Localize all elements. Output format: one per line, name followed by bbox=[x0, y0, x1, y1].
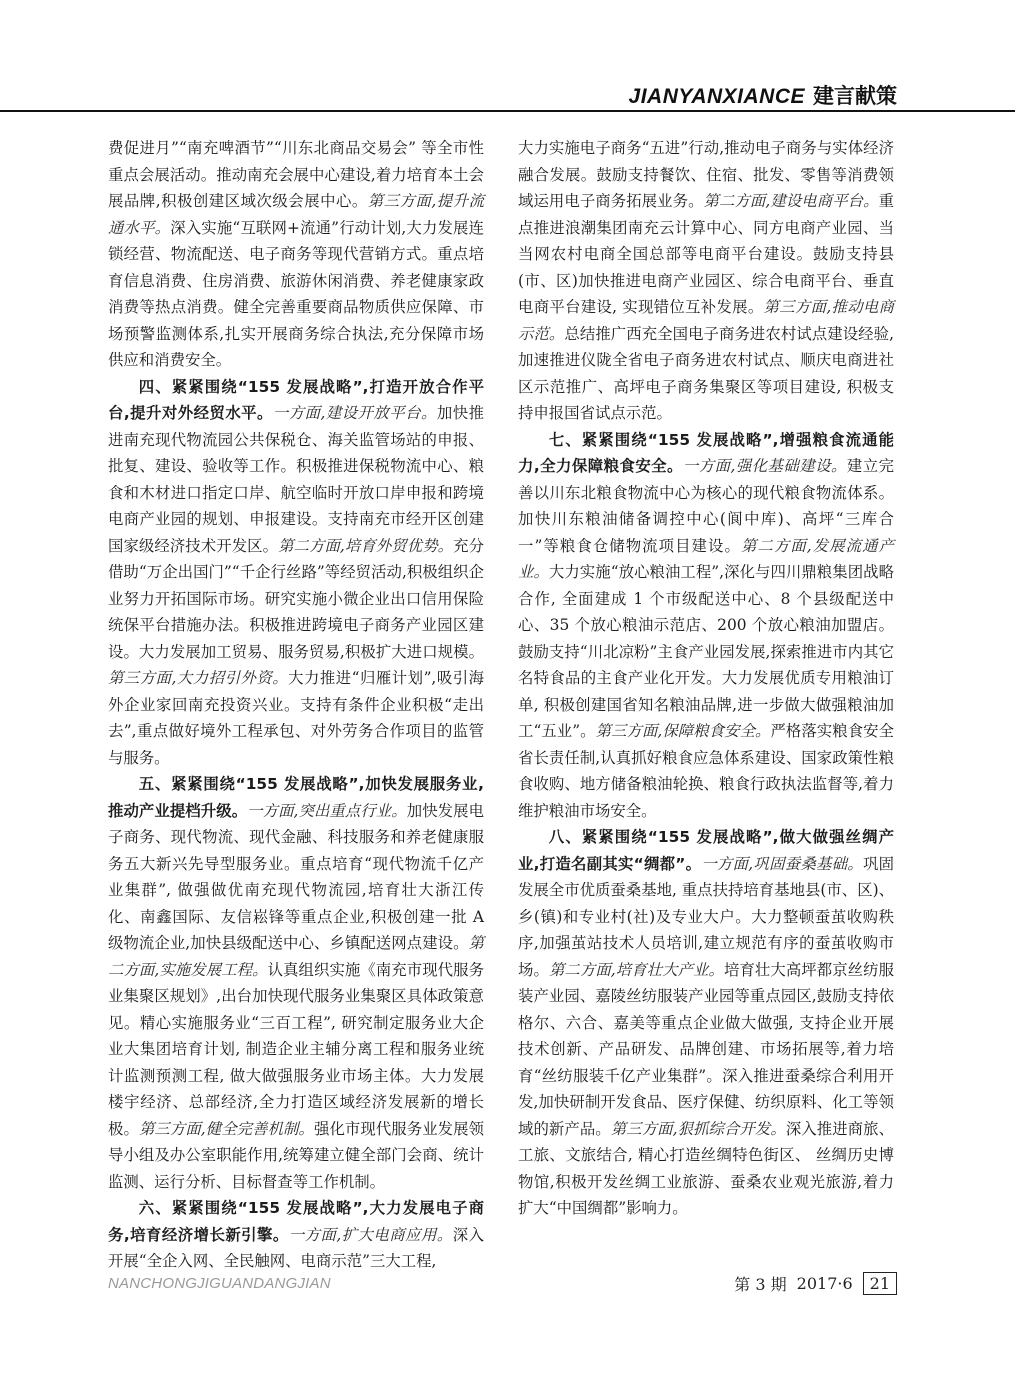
page-header bbox=[0, 0, 1015, 112]
emphasis-text: 一方面,扩大电商应用。 bbox=[288, 1225, 453, 1244]
emphasis-text: 第二方面,实施发展工程。 bbox=[108, 934, 484, 979]
emphasis-text: 一方面,突出重点行业。 bbox=[247, 801, 407, 820]
body-text: 总结推广西充全国电子商务进农村试点建设经验, 加速推进仪陇全省电子商务进农村试点、顺庆电商进社区示范推广、高坪电子商务集聚区等项目建设, 积极支持申报国省试点示范。 bbox=[518, 324, 894, 422]
body-text: 巩固发展全市优质蚕桑基地, 重点扶持培育基地县(市、区)、乡(镇)和专业村(社)及专业大户。大力整顿蚕茧收购秩序,加强茧站技术人员培训,建立规范有序的蚕茧收购市场。 bbox=[518, 854, 894, 979]
emphasis-text: 第二方面,发展流通产业。 bbox=[518, 536, 894, 581]
paragraph bbox=[108, 135, 484, 374]
body-text: 大力实施“放心粮油工程”,深化与四川鼎粮集团战略合作, 全面建成 1 个市级配送中心、8 个县级配送中心、35 个放心粮油示范店、200 个放心粮油加盟店。鼓励支持“川北凉粉”主食产业园发展,探索推进市内其它名特食品的主食产业化开发。大力发展优质专用粮油订单, 积极创建国省知名粮油品牌,进一步做大做强粮油加工“五业”。 bbox=[518, 563, 894, 740]
journal-name: NANCHONGJIGUANDANGJIAN bbox=[108, 1275, 331, 1292]
header-rule bbox=[0, 110, 1015, 112]
body-text: 深入开展“全企入网、全民触网、电商示范”三大工程, bbox=[108, 1225, 484, 1270]
emphasis-text: 第二方面,培育壮大产业。 bbox=[548, 960, 724, 979]
section-eight bbox=[518, 824, 894, 1222]
body-text: 培育壮大高坪都京丝纺服装产业园、嘉陵丝纺服装产业园等重点园区,鼓励支持依格尔、六合、嘉美等重点企业做大做强, 支持企业开展技术创新、产品研发、品牌创建、市场拓展等,着力培育“丝纺服装千亿产业集群”。深入推进蚕桑综合利用开发,加快研制开发食品、医疗保健、纺织原料、化工等领域的新产品。 bbox=[518, 960, 894, 1138]
section-heading: 五、紧紧围绕“155 发展战略”,加快发展服务业,推动产业提档升级。 bbox=[108, 775, 484, 820]
paragraph bbox=[518, 135, 894, 427]
emphasis-text: 第二方面,培育外贸优势。 bbox=[278, 536, 454, 555]
issue-number: 第 3 期 bbox=[734, 1275, 787, 1294]
body-text: 充分借助“万企出国门”“千企行丝路”等经贸活动,积极组织企业努力开拓国际市场。研究实施小微企业出口信用保险统保平台措施办法。积极推进跨境电子商务产业园区建设。大力发展加工贸易、服务贸易,积极扩大进口规模。 bbox=[108, 536, 484, 661]
section-six bbox=[108, 1195, 484, 1275]
body-text: 加快推进南充现代物流园公共保税仓、海关监管场站的申报、批复、建设、验收等工作。积极推进保税物流中心、粮食和木材进口指定口岸、航空临时开放口岸申报和跨境电商产业园的规划、申报建设。支持南充市经开区创建国家级经济技术开发区。 bbox=[108, 404, 484, 555]
section-seven bbox=[518, 427, 894, 825]
section-five bbox=[108, 771, 484, 1195]
body-text: 建立完善以川东北粮食物流中心为核心的现代粮食物流体系。加快川东粮油储备调控中心(阆中库)、高坪“三库合一”等粮食仓储物流项目建设。 bbox=[518, 457, 894, 555]
emphasis-text: 第三方面,保障粮食安全。 bbox=[595, 722, 771, 740]
body-text: 强化市现代服务业发展领导小组及办公室职能作用,统筹建立健全部门会商、统计监测、运行分析、目标督查等工作机制。 bbox=[108, 1119, 484, 1191]
section-title-chinese: 建言献策 bbox=[813, 84, 897, 108]
section-heading: 七、紧紧围绕“155 发展战略”,增强粮食流通能力,全力保障粮食安全。 bbox=[518, 430, 894, 475]
emphasis-text: 第三方面,健全完善机制。 bbox=[138, 1119, 314, 1138]
section-title bbox=[629, 80, 897, 110]
emphasis-text: 第三方面,狠抓综合开发。 bbox=[610, 1119, 786, 1138]
page-number: 21 bbox=[863, 1272, 897, 1295]
emphasis-text: 第二方面,建设电商平台。 bbox=[703, 192, 879, 210]
left-column bbox=[108, 135, 484, 1275]
body-text: 重点推进浪潮集团南充云计算中心、同方电商产业园、当当网农村电商全国总部等电商平台建设。鼓励支持县(市、区)加快推进电商产业园区、综合电商平台、垂直电商平台建设, 实现错位互补发展。 bbox=[518, 192, 894, 316]
body-text: 大力实施电子商务“五进”行动,推动电子商务与实体经济融合发展。鼓励支持餐饮、住宿、批发、零售等消费领域运用电子商务拓展业务。 bbox=[518, 139, 894, 210]
section-heading: 八、紧紧围绕“155 发展战略”,做大做强丝绸产业,打造名副其实“绸都”。 bbox=[518, 828, 894, 873]
section-heading: 四、紧紧围绕“155 发展战略”,打造开放合作平台,提升对外经贸水平。 bbox=[108, 377, 484, 422]
body-text: 严格落实粮食安全省长责任制,认真抓好粮食应急体系建设、国家政策性粮食收购、地方储备粮油轮换、粮食行政执法监督等,着力维护粮油市场安全。 bbox=[518, 722, 894, 820]
section-four bbox=[108, 374, 484, 772]
body-text: 加快发展电子商务、现代物流、现代金融、科技服务和养老健康服务五大新兴先导型服务业。重点培育“现代物流千亿产业集群”, 做强做优南充现代物流园,培育壮大浙江传化、南鑫国际、友信崧锋等重点企业,积极创建一批 A 级物流企业,加快县级配送中心、乡镇配送网点建设。 bbox=[108, 801, 484, 952]
emphasis-text: 第三方面,推动电商示范。 bbox=[518, 298, 894, 343]
emphasis-text: 第三方面,提升流通水平。 bbox=[108, 192, 484, 237]
page-footer bbox=[734, 1272, 897, 1295]
body-text: 费促进月”“南充啤酒节”“川东北商品交易会” 等全市性重点会展活动。推动南充会展中心建设,着力培育本土会展品牌,积极创建区域次级会展中心。 bbox=[108, 139, 484, 210]
right-column bbox=[518, 135, 894, 1222]
body-text: 深入推进商旅、工旅、文旅结合, 精心打造丝绸特色街区、 丝绸历史博物馆,积极开发丝绸工业旅游、蚕桑农业观光旅游,着力扩大“中国绸都”影响力。 bbox=[518, 1119, 894, 1217]
emphasis-text: 一方面,巩固蚕桑基础。 bbox=[701, 854, 863, 873]
emphasis-text: 第三方面,大力招引外资。 bbox=[108, 669, 289, 687]
section-title-latin: JIANYANXIANCE bbox=[628, 85, 805, 108]
issue-date: 2017·6 bbox=[796, 1274, 853, 1293]
section-heading: 六、紧紧围绕“155 发展战略”,大力发展电子商务,培育经济增长新引擎。 bbox=[108, 1199, 484, 1244]
emphasis-text: 一方面,建设开放平台。 bbox=[272, 404, 437, 422]
body-text: 认真组织实施《南充市现代服务业集聚区规划》,出台加快现代服务业集聚区具体政策意见。精心实施服务业“三百工程”, 研究制定服务业大企业大集团培育计划, 制造企业主辅分离工程和服务业统计监测预测工程, 做大做强服务业市场主体。大力发展楼宇经济、总部经济,全力打造区域经济发展新的增长极。 bbox=[108, 960, 484, 1138]
body-text: 大力推进“归雁计划”,吸引海外企业家回南充投资兴业。支持有条件企业积极“走出去”,重点做好境外工程承包、对外劳务合作项目的监管与服务。 bbox=[108, 669, 484, 767]
body-text: 深入实施“互联网+流通”行动计划,大力发展连锁经营、物流配送、电子商务等现代营销方式。重点培育信息消费、住房消费、旅游休闲消费、养老健康家政消费等热点消费。健全完善重要商品物质供应保障、市场预警监测体系,扎实开展商务综合执法,充分保障市场供应和消费安全。 bbox=[108, 218, 484, 369]
emphasis-text: 一方面,强化基础建设。 bbox=[682, 457, 847, 475]
